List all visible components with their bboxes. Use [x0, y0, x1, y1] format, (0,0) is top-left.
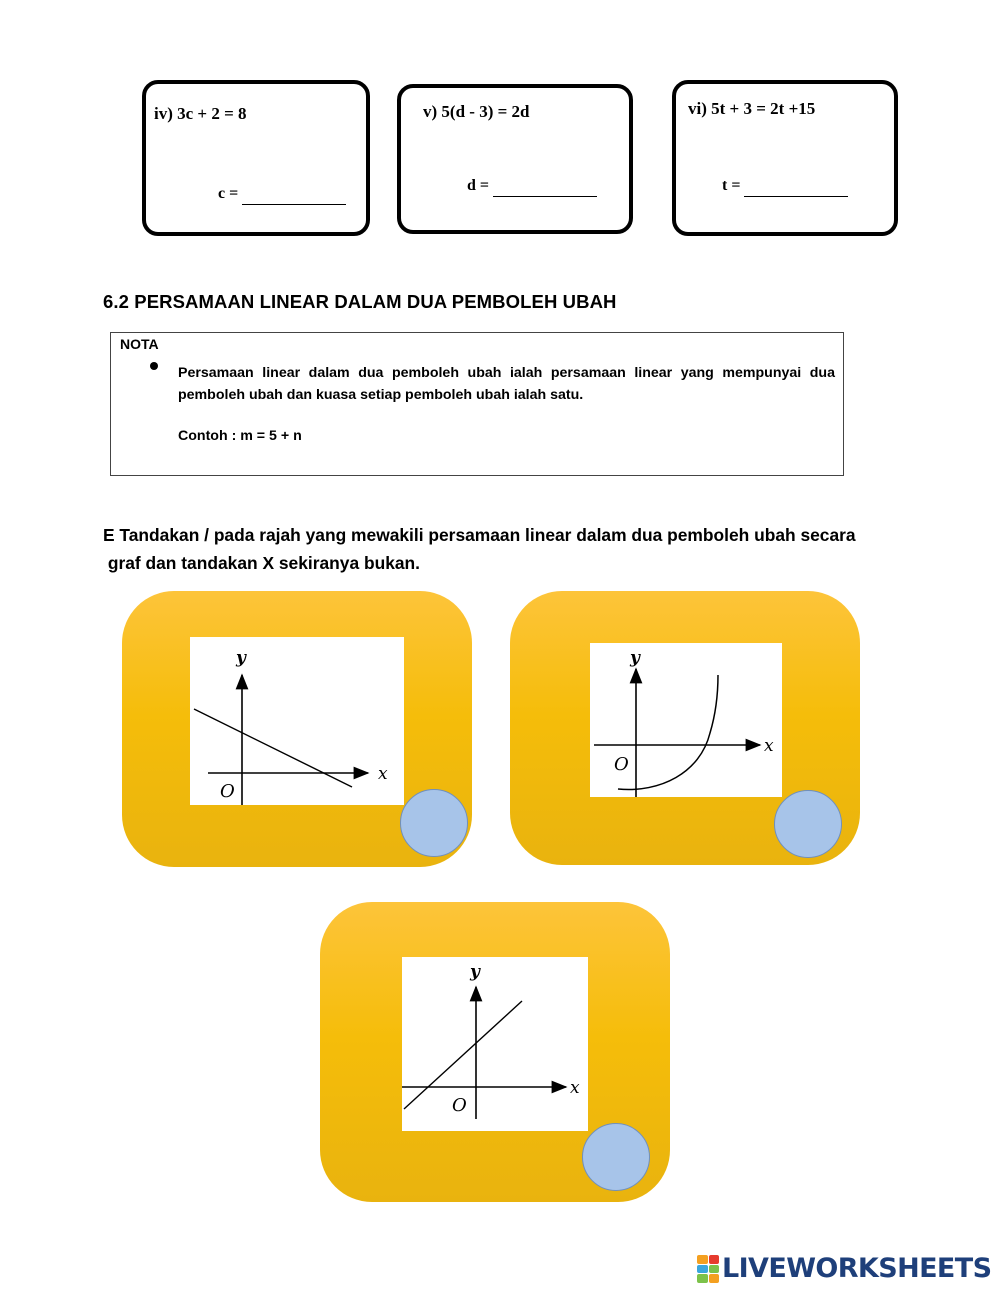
y-axis-label: y	[470, 962, 480, 982]
answer-row	[218, 185, 346, 205]
answer-input-t[interactable]	[744, 178, 848, 196]
graph-panel	[402, 957, 588, 1131]
graph-line	[404, 1001, 522, 1109]
logo-text: LIVEWORKSHEETS	[722, 1253, 992, 1284]
equation-text: iv) 3c + 2 = 8	[154, 104, 247, 123]
answer-input-c[interactable]	[242, 186, 346, 204]
graph-decreasing-line	[190, 637, 404, 805]
logo-icon	[697, 1255, 719, 1283]
equation-text: v) 5(d - 3) = 2d	[423, 102, 530, 121]
equation-text: vi) 5t + 3 = 2t +15	[688, 99, 816, 118]
graph-panel	[590, 643, 782, 797]
answer-circle-1[interactable]	[400, 789, 468, 857]
answer-label: c =	[218, 185, 239, 202]
instruction	[103, 521, 856, 577]
bullet-icon	[150, 362, 158, 370]
graph-card-2	[510, 591, 860, 865]
origin-label: O	[452, 1095, 467, 1116]
graph-line	[194, 709, 352, 787]
graph-curve-line	[618, 675, 718, 790]
graph-panel	[190, 637, 404, 805]
instruction-line-2: graf dan tandakan X sekiranya bukan.	[103, 553, 421, 573]
answer-row	[722, 177, 848, 197]
origin-label: O	[220, 781, 235, 802]
graph-increasing-line	[402, 957, 588, 1131]
liveworksheets-logo[interactable]	[697, 1252, 991, 1286]
answer-circle-3[interactable]	[582, 1123, 650, 1191]
equation-card-vi	[672, 80, 898, 236]
answer-circle-2[interactable]	[774, 790, 842, 858]
x-axis-label: x	[764, 736, 774, 756]
y-axis-label: y	[630, 648, 640, 668]
origin-label: O	[614, 754, 629, 775]
nota-text: Persamaan linear dalam dua pemboleh ubah ialah persamaan linear yang mempunyai dua pemboleh ubah dan kuasa setiap pemboleh ubah ialah satu.	[178, 365, 835, 403]
y-axis-label: y	[236, 648, 246, 668]
equation-card-v	[397, 84, 633, 234]
equation-card-iv	[142, 80, 370, 236]
x-axis-label: x	[570, 1078, 580, 1098]
x-axis-label: x	[378, 764, 388, 784]
graph-card-1	[122, 591, 472, 867]
section-title: 6.2 PERSAMAAN LINEAR DALAM DUA PEMBOLEH UBAH	[103, 291, 617, 312]
nota-label: NOTA	[120, 336, 159, 352]
graph-curve	[590, 643, 782, 797]
answer-input-d[interactable]	[493, 178, 597, 196]
instruction-line-1: E Tandakan / pada rajah yang mewakili persamaan linear dalam dua pemboleh ubah secara	[103, 525, 856, 545]
answer-label: t =	[722, 177, 741, 194]
nota-example: Contoh : m = 5 + n	[178, 428, 302, 444]
answer-label: d =	[467, 177, 490, 194]
nota-box	[110, 332, 844, 476]
graph-card-3	[320, 902, 670, 1202]
answer-row	[467, 177, 597, 197]
